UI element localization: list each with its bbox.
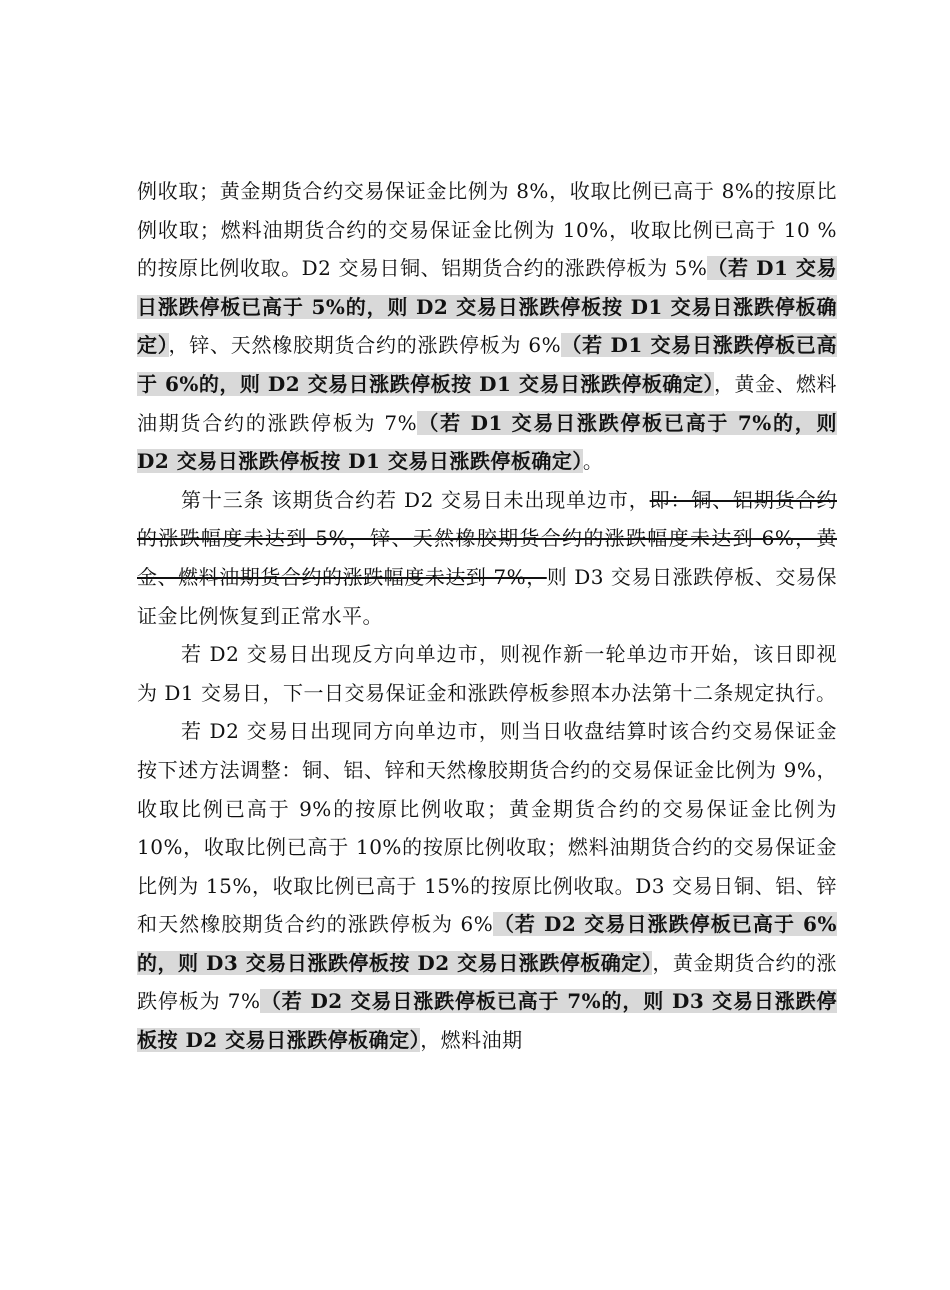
highlighted-revision: （若 D1 交易日涨跌停板已高于 6%的，则 D2 交易日涨跌停板按 D1 交易日涨跌停板确定）: [137, 333, 838, 396]
same-direction-paragraph: [137, 712, 837, 1059]
text-run: ，燃料油期: [420, 1028, 523, 1053]
text-run: ，黄金期货合约的涨跌停板为 7%: [137, 950, 838, 1014]
text-run: ，黄金、燃料油期货合约的涨跌停板为 7%: [137, 371, 837, 435]
article-13-paragraph: [137, 481, 837, 635]
text-run: ，锌、天然橡胶期货合约的涨跌停板为 6%: [168, 333, 562, 358]
highlighted-revision: （若 D1 交易日涨跌停板已高于 5%的，则 D2 交易日涨跌停板按 D1 交易日涨跌停板确定）: [137, 256, 838, 358]
text-run: 第十三条 该期货合约若 D2 交易日未出现单边市，: [181, 487, 650, 512]
highlighted-revision: （若 D1 交易日涨跌停板已高于 7%的，则 D2 交易日涨跌停板按 D1 交易日涨跌停板确定）: [137, 410, 837, 474]
document-body: [137, 172, 837, 1060]
deleted-text: 即：铜、铝期货合约的涨跌幅度未达到 5%，锌、天然橡胶期货合约的涨跌幅度未达到 6%，黄金、燃料油期货合约的涨跌幅度未达到 7%，: [137, 487, 837, 589]
text-run: 例收取；黄金期货合约交易保证金比例为 8%，收取比例已高于 8%的按原比例收取；燃料油期货合约的交易保证金比例为 10%，收取比例已高于 10 %的按原比例收取。D2 交易日铜、铝期货合约的涨跌停板为 5%: [137, 179, 837, 281]
reverse-limit-paragraph: [137, 635, 837, 712]
text-run: 若 D2 交易日出现同方向单边市，则当日收盘结算时该合约交易保证金按下述方法调整：铜、铝、锌和天然橡胶期货合约的交易保证金比例为 9%，收取比例已高于 9%的按原比例收取；黄金期货合约的交易保证金比例为 10%，收取比例已高于 10%的按原比例收取；燃料油期货合约的交易保证金比例为 15%，收取比例已高于 15%的按原比例收取。D3 交易日铜、铝、锌和天然橡胶期货合约的涨跌停板为 6%: [137, 719, 837, 937]
highlighted-revision: （若 D2 交易日涨跌停板已高于 6%的，则 D3 交易日涨跌停板按 D2 交易日涨跌停板确定）: [137, 912, 837, 975]
text-run: 。: [582, 449, 604, 474]
highlighted-revision: （若 D2 交易日涨跌停板已高于 7%的，则 D3 交易日涨跌停板按 D2 交易日涨跌停板确定）: [137, 989, 837, 1053]
paragraph-continued: [137, 172, 837, 481]
text-run: 则 D3 交易日涨跌停板、交易保证金比例恢复到正常水平。: [137, 564, 837, 628]
text-run: 若 D2 交易日出现反方向单边市，则视作新一轮单边市开始，该日即视为 D1 交易日，下一日交易保证金和涨跌停板参照本办法第十二条规定执行。: [137, 642, 837, 705]
